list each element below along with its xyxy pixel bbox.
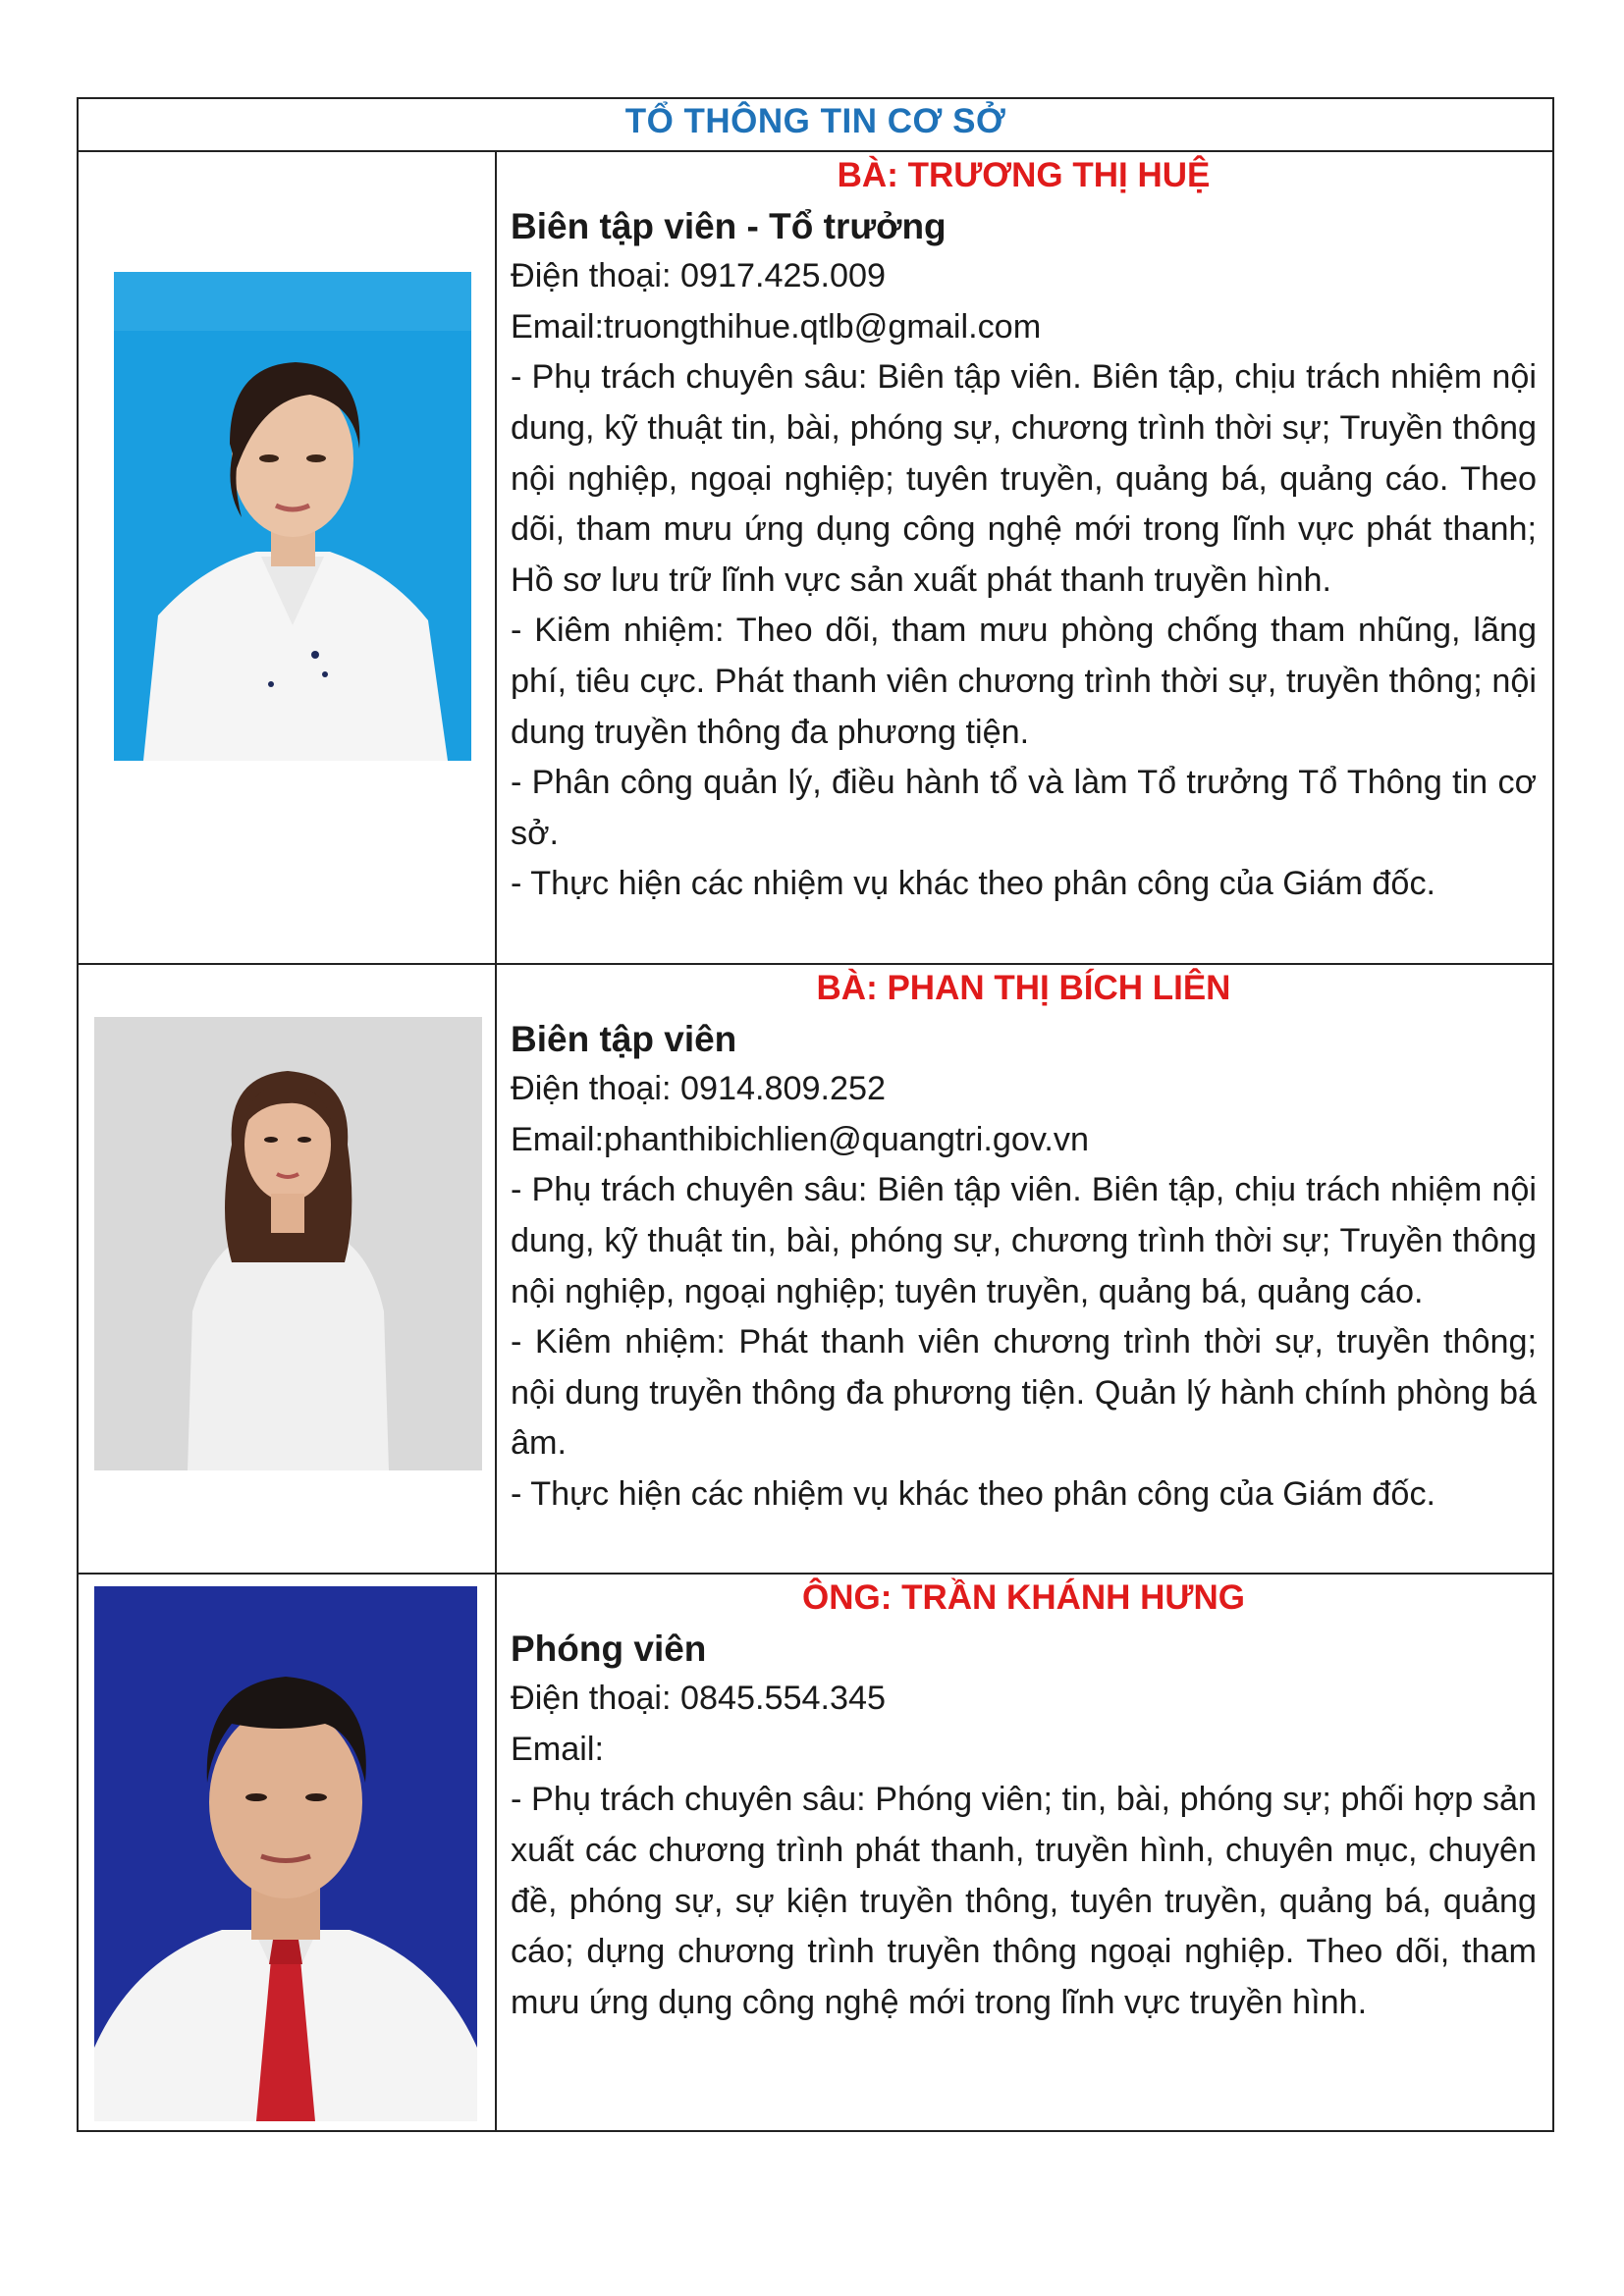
person-name: ÔNG: TRẦN KHÁNH HƯNG — [802, 1578, 1245, 1617]
column-divider — [495, 150, 497, 2130]
person-info — [511, 1573, 1537, 2028]
duty-text: - Thực hiện các nhiệm vụ khác theo phân công của Giám đốc. — [511, 865, 1436, 903]
duty-text: - Phụ trách chuyên sâu: Biên tập viên. Biên tập, chịu trách nhiệm nội dung, kỹ thuật tin, bài, phóng sự, chương trình thời sự; Truyền thông nội nghiệp, ngoại nghiệp; tuyên truyền, quảng bá, quảng cáo. Theo dõi, tham mưu ứng dụng công nghệ mới trong lĩnh vực phát thanh; Hồ sơ lưu trữ lĩnh vực sản xuất phát thanh truyền hình. — [511, 358, 1537, 599]
portrait-photo — [114, 272, 471, 761]
portrait-photo — [94, 1586, 477, 2121]
person-name: BÀ: PHAN THỊ BÍCH LIÊN — [816, 969, 1231, 1007]
duty-text: - Thực hiện các nhiệm vụ khác theo phân công của Giám đốc. — [511, 1474, 1436, 1513]
phone-number: Điện thoại: 0845.554.345 — [511, 1680, 887, 1718]
portrait-photo — [94, 1017, 482, 1470]
person-info — [511, 150, 1537, 910]
table-title: TỔ THÔNG TIN CƠ SỞ — [624, 102, 1006, 140]
email-address: Email:phanthibichlien@quangtri.gov.vn — [511, 1120, 1090, 1158]
phone-number: Điện thoại: 0917.425.009 — [511, 257, 887, 295]
person-role: Phóng viên — [511, 1628, 707, 1669]
duty-text: - Kiêm nhiệm: Theo dõi, tham mưu phòng chống tham nhũng, lãng phí, tiêu cực. Phát thanh viên chương trình thời sự, truyền thông; nội dung truyền thông đa phương tiện. — [511, 612, 1537, 751]
phone-number: Điện thoại: 0914.809.252 — [511, 1070, 887, 1108]
email-address: Email: — [511, 1730, 604, 1768]
duty-text: - Phụ trách chuyên sâu: Phóng viên; tin, bài, phóng sự; phối hợp sản xuất các chương trình phát thanh, truyền hình, chuyên mục, chuyên đề, phóng sự, sự kiện truyền thông, tuyên truyền, quảng bá, quảng cáo; dựng chương trình truyền thông ngoại nghiệp. Theo dõi, tham mưu ứng dụng công nghệ mới trong lĩnh vực truyền hình. — [511, 1781, 1537, 2021]
staff-table — [77, 97, 1554, 2132]
duty-text: - Phân công quản lý, điều hành tổ và làm Tổ trưởng Tổ Thông tin cơ sở. — [511, 764, 1537, 852]
person-role: Biên tập viên — [511, 1018, 737, 1059]
person-role: Biên tập viên - Tổ trưởng — [511, 205, 947, 246]
duty-text: - Phụ trách chuyên sâu: Biên tập viên. Biên tập, chịu trách nhiệm nội dung, kỹ thuật tin, bài, phóng sự, chương trình thời sự; Truyền thông nội nghiệp, ngoại nghiệp; tuyên truyền, quảng bá, quảng cáo. — [511, 1171, 1537, 1310]
duty-text: - Kiêm nhiệm: Phát thanh viên chương trình thời sự, truyền thông; nội dung truyền thông đa phương tiện. Quản lý hành chính phòng bá âm. — [511, 1323, 1537, 1463]
person-name: BÀ: TRƯƠNG THỊ HUỆ — [837, 156, 1211, 194]
person-info — [511, 963, 1537, 1521]
email-address: Email:truongthihue.qtlb@gmail.com — [511, 307, 1042, 346]
